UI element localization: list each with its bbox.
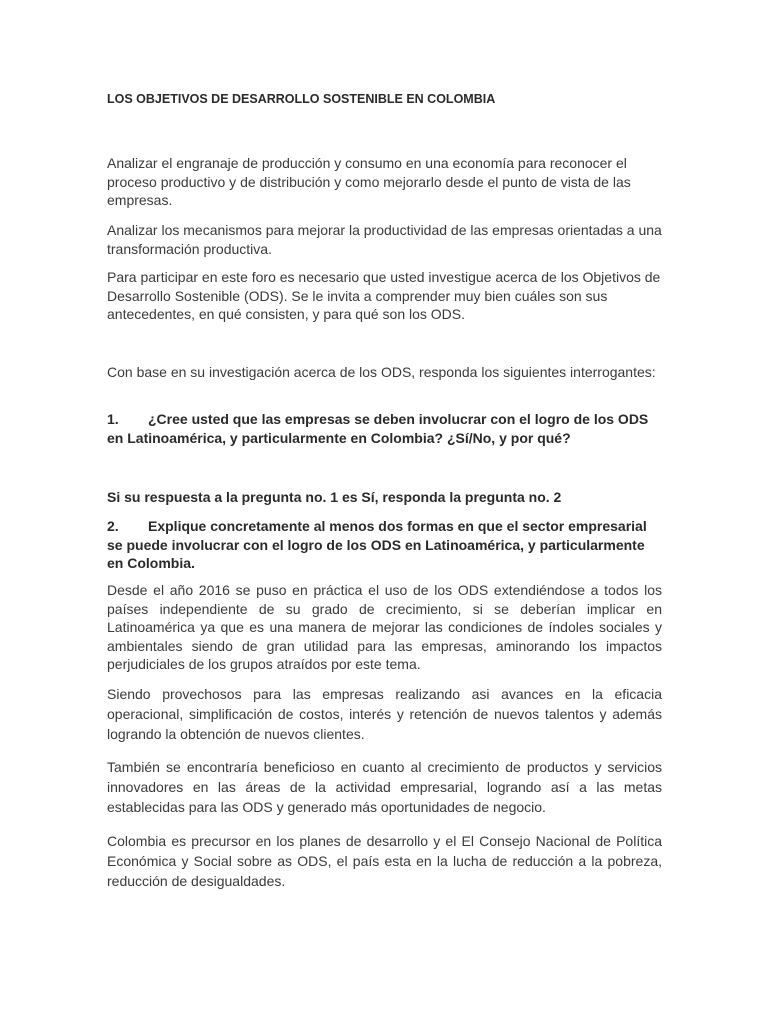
question-2-number: 2.: [107, 518, 119, 534]
question-2-text: Explique concretamente al menos dos formas en que el sector empresarial se puede involucrar con el logro de los ODS en Latinoamérica, y particularmente en Colombia.: [107, 518, 647, 571]
question-1-text: ¿Cree usted que las empresas se deben involucrar con el logro de los ODS en Latinoamérica, y particularmente en Colombia? ¿Sí/No, y por qué?: [107, 411, 649, 446]
answer-paragraph-3: También se encontraría beneficioso en cuanto al crecimiento de productos y servicios innovadores en las áreas de la actividad empresarial, logrando así a las metas establecidas para las ODS y generado más oportunidades de negocio.: [107, 759, 662, 815]
answer-paragraph-4: Colombia es precursor en los planes de desarrollo y el El Consejo Nacional de Política Económica y Social sobre as ODS, el país esta en la lucha de reducción a la pobreza, reducción de desigualdades.: [107, 833, 662, 889]
forum-intro-paragraph: Para participar en este foro es necesario que usted investigue acerca de los Objetivos de Desarrollo Sostenible (ODS). Se le invita a comprender muy bien cuáles son sus antecedentes, en qué consisten, y para qué son los ODS.: [107, 269, 661, 322]
question-1: [107, 410, 662, 447]
answer-paragraph-1: Desde el año 2016 se puso en práctica el uso de los ODS extendiéndose a todos los países independiente de su grado de crecimiento, si se deberían implicar en Latinoamérica ya que es una manera de mejorar las condiciones de índoles sociales y ambientales siendo de gran utilidad para las empresas, aminorando los impactos perjudiciales de los grupos atraídos por este tema.: [107, 582, 662, 672]
questions-intro-paragraph: Con base en su investigación acerca de los ODS, responda los siguientes interrogantes:: [107, 364, 656, 380]
objective-paragraph-2: Analizar los mecanismos para mejorar la productividad de las empresas orientadas a una transformación productiva.: [107, 222, 662, 257]
conditional-note: Si su respuesta a la pregunta no. 1 es Sí, responda la pregunta no. 2: [107, 489, 562, 505]
question-1-number: 1.: [107, 411, 119, 427]
objective-paragraph-1: Analizar el engranaje de producción y consumo en una economía para reconocer el proceso productivo y de distribución y como mejorarlo desde el punto de vista de las empresas.: [107, 155, 631, 208]
question-2: [107, 517, 662, 573]
document-title: LOS OBJETIVOS DE DESARROLLO SOSTENIBLE EN COLOMBIA: [107, 92, 496, 106]
answer-paragraph-2: Siendo provechosos para las empresas realizando asi avances en la eficacia operacional, simplificación de costos, interés y retención de nuevos talentos y además logrando la obtención de nuevos clientes.: [107, 686, 662, 742]
